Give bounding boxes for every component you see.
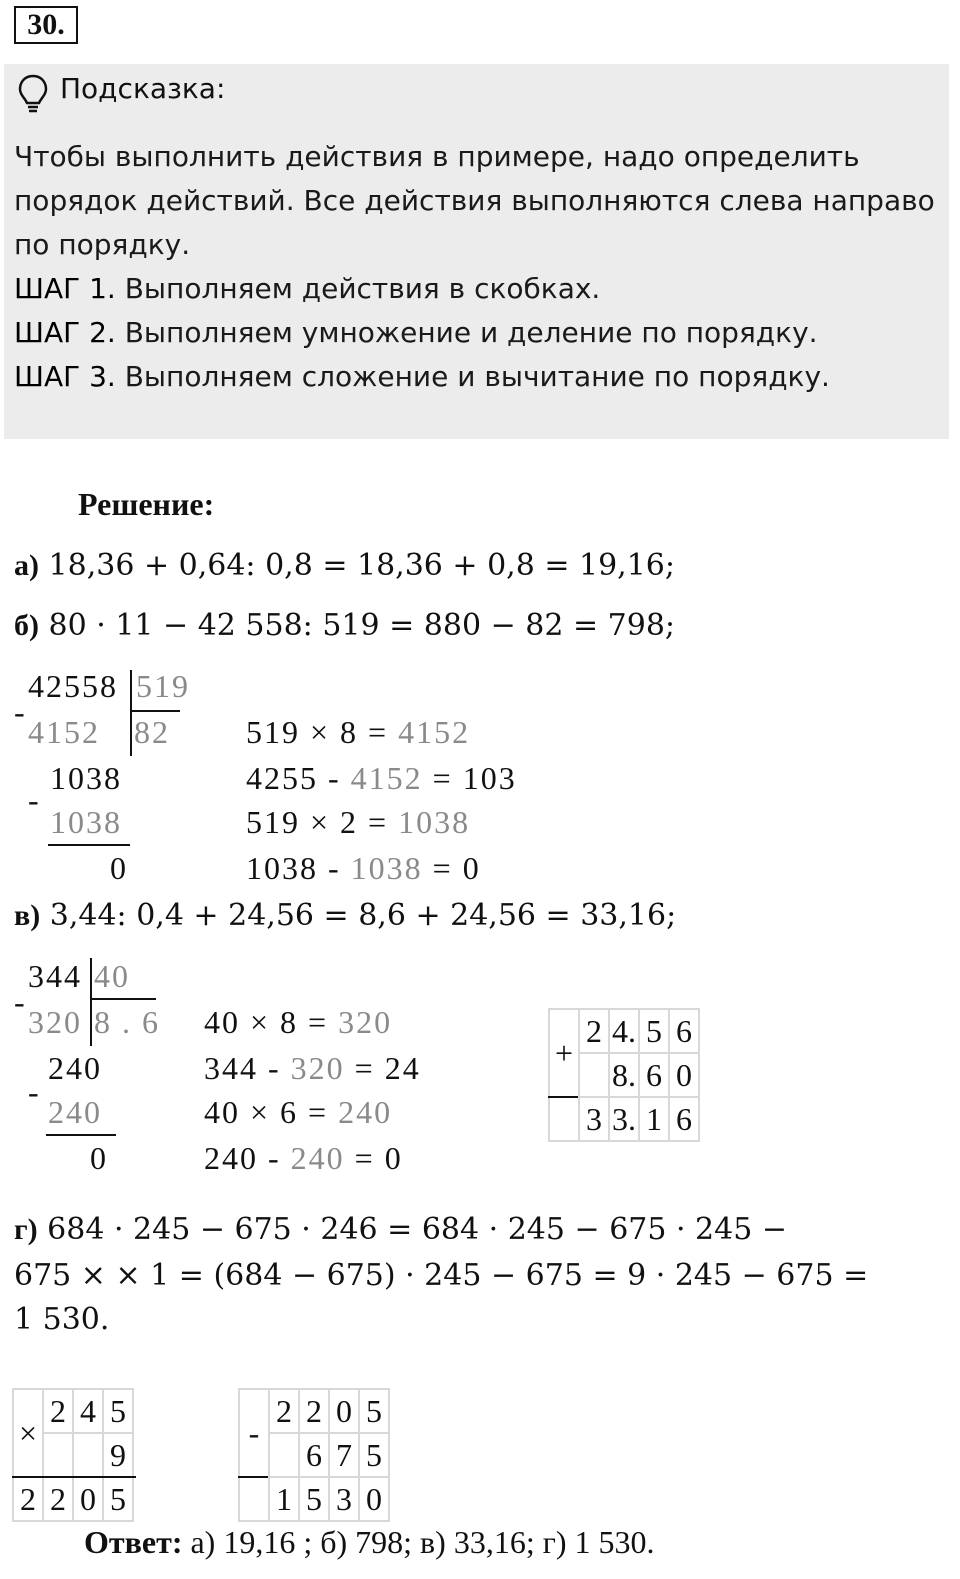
grid-cell (549, 1097, 579, 1141)
subtrahend: 4152 (28, 714, 100, 750)
part-label: б) (14, 609, 39, 642)
subtraction-grid (238, 1388, 390, 1522)
note-gray: 320 (290, 1050, 345, 1086)
grid-cell: 5 (299, 1477, 329, 1521)
grid-cell: 3 (579, 1097, 609, 1141)
note-black: 4255 - (246, 760, 351, 796)
part-label: в) (14, 899, 41, 932)
grid-cell: 5 (359, 1433, 389, 1477)
hint-step-1 (14, 272, 600, 305)
note-black: 240 - (204, 1140, 291, 1176)
calc-note (246, 804, 470, 841)
grid-cell: 8. (609, 1053, 639, 1097)
part-label: г) (14, 1213, 38, 1246)
calc-note (246, 760, 517, 797)
note-gray: 4152 (350, 760, 423, 796)
answer-text: а) 19,16 ; б) 798; в) 33,16; г) 1 530. (182, 1524, 655, 1560)
grid-cell: 5 (103, 1477, 133, 1521)
division-bar (132, 710, 180, 712)
grid-cell: 0 (73, 1477, 103, 1521)
minus-sign: - (28, 782, 41, 818)
grid-cell (579, 1053, 609, 1097)
note-black: 1038 - (246, 850, 351, 886)
lightbulb-icon (18, 74, 48, 114)
step-label: ШАГ 2. (14, 316, 116, 349)
grid-cell: 2 (579, 1009, 609, 1053)
dividend: 344 (28, 958, 82, 994)
step-text: Выполняем умножение и деление по порядку. (115, 316, 818, 349)
operation-sign: × (13, 1389, 43, 1477)
subtrahend: 240 (48, 1094, 102, 1130)
part-c (14, 898, 676, 933)
minus-sign: - (14, 694, 27, 730)
part-d-line: 675 × × 1 = (684 − 675) · 245 − 675 = 9 · 245 − 675 = (14, 1258, 869, 1293)
subtrahend: 320 (28, 1004, 82, 1040)
operation-sign: - (239, 1389, 269, 1477)
note-gray: 1038 (398, 804, 471, 840)
hint-step-2 (14, 316, 818, 349)
grid-cell: 6 (639, 1053, 669, 1097)
solution-title: Решение: (78, 486, 215, 522)
note-black: 519 × 8 = (246, 714, 399, 750)
quotient: 82 (134, 714, 170, 750)
note-tail: = 103 (422, 760, 517, 796)
hint-line: Чтобы выполнить действия в примере, надо определить (14, 140, 860, 173)
note-black: 519 × 2 = (246, 804, 399, 840)
step-text: Выполняем действия в скобках. (115, 272, 601, 305)
grid-cell: 1 (269, 1477, 299, 1521)
calc-note (204, 1004, 392, 1041)
grid-cell (239, 1477, 269, 1521)
grid-cell: 5 (359, 1389, 389, 1433)
grid-cell: 2 (43, 1477, 73, 1521)
grid-cell: 6 (299, 1433, 329, 1477)
grid-cell: 0 (359, 1477, 389, 1521)
remainder: 240 (48, 1050, 102, 1086)
subtrahend: 1038 (50, 804, 122, 840)
grid-cell: 0 (669, 1053, 699, 1097)
hint-step-3 (14, 360, 830, 393)
note-black: 344 - (204, 1050, 291, 1086)
grid-cell: 5 (103, 1389, 133, 1433)
underline (48, 844, 130, 846)
operation-sign: + (549, 1009, 579, 1097)
division-bar (130, 670, 132, 756)
note-gray: 1038 (350, 850, 423, 886)
dividend: 42558 (28, 668, 118, 704)
grid-cell (73, 1433, 103, 1477)
hint-line: порядок действий. Все действия выполняются слева направо (14, 184, 935, 217)
grid-cell: 6 (669, 1097, 699, 1141)
grid-cell (269, 1433, 299, 1477)
quotient: 8 . 6 (94, 1004, 160, 1040)
addition-grid (548, 1008, 700, 1142)
calc-note (204, 1140, 403, 1177)
difference-line (238, 1476, 268, 1478)
division-bar (92, 998, 156, 1000)
grid-cell: 6 (669, 1009, 699, 1053)
hint-title: Подсказка: (60, 72, 226, 105)
part-expr: 80 · 11 − 42 558: 519 = 880 − 82 = 798; (48, 608, 676, 643)
sum-line (548, 1096, 578, 1098)
part-d (14, 1212, 787, 1247)
note-black: 40 × 8 = (204, 1004, 339, 1040)
part-a (14, 548, 675, 583)
divisor: 40 (94, 958, 130, 994)
part-expr: 684 · 245 − 675 · 246 = 684 · 245 − 675 · 245 − (47, 1212, 787, 1247)
note-tail: = 24 (344, 1050, 421, 1086)
step-label: ШАГ 3. (14, 360, 116, 393)
grid-cell: 4 (73, 1389, 103, 1433)
note-tail: = 0 (344, 1140, 403, 1176)
part-b (14, 608, 675, 643)
calc-note (246, 850, 481, 887)
grid-cell: 0 (329, 1389, 359, 1433)
part-expr: 3,44: 0,4 + 24,56 = 8,6 + 24,56 = 33,16; (49, 898, 677, 933)
step-text: Выполняем сложение и вычитание по порядку. (115, 360, 830, 393)
grid-cell: 2 (13, 1477, 43, 1521)
minus-sign: - (28, 1074, 41, 1110)
part-d-line: 1 530. (14, 1302, 110, 1337)
part-expr: 18,36 + 0,64: 0,8 = 18,36 + 0,8 = 19,16; (48, 548, 676, 583)
answer-line (84, 1524, 654, 1561)
remainder: 1038 (50, 760, 122, 796)
note-gray: 240 (290, 1140, 345, 1176)
division-bar (90, 958, 92, 1046)
remainder: 0 (90, 1140, 108, 1176)
grid-cell: 9 (103, 1433, 133, 1477)
grid-cell: 4. (609, 1009, 639, 1053)
note-gray: 240 (338, 1094, 393, 1130)
note-gray: 320 (338, 1004, 393, 1040)
calc-note (246, 714, 470, 751)
hint-line: по порядку. (14, 228, 191, 261)
step-label: ШАГ 1. (14, 272, 116, 305)
problem-number: 30. (14, 6, 78, 44)
minus-sign: - (14, 984, 27, 1020)
grid-cell: 2 (43, 1389, 73, 1433)
answer-label: Ответ: (84, 1524, 183, 1560)
divisor: 519 (136, 668, 190, 704)
part-label: а) (14, 549, 39, 582)
grid-cell: 1 (639, 1097, 669, 1141)
grid-cell: 3 (329, 1477, 359, 1521)
grid-cell: 5 (639, 1009, 669, 1053)
grid-cell: 7 (329, 1433, 359, 1477)
calc-note (204, 1050, 421, 1087)
calc-note (204, 1094, 392, 1131)
note-black: 40 × 6 = (204, 1094, 339, 1130)
grid-cell (43, 1433, 73, 1477)
note-tail: = 0 (422, 850, 481, 886)
product-line (12, 1476, 136, 1478)
grid-cell: 2 (269, 1389, 299, 1433)
grid-cell: 2 (299, 1389, 329, 1433)
remainder: 0 (110, 850, 128, 886)
note-gray: 4152 (398, 714, 471, 750)
multiplication-grid (12, 1388, 134, 1522)
underline (46, 1134, 116, 1136)
grid-cell: 3. (609, 1097, 639, 1141)
